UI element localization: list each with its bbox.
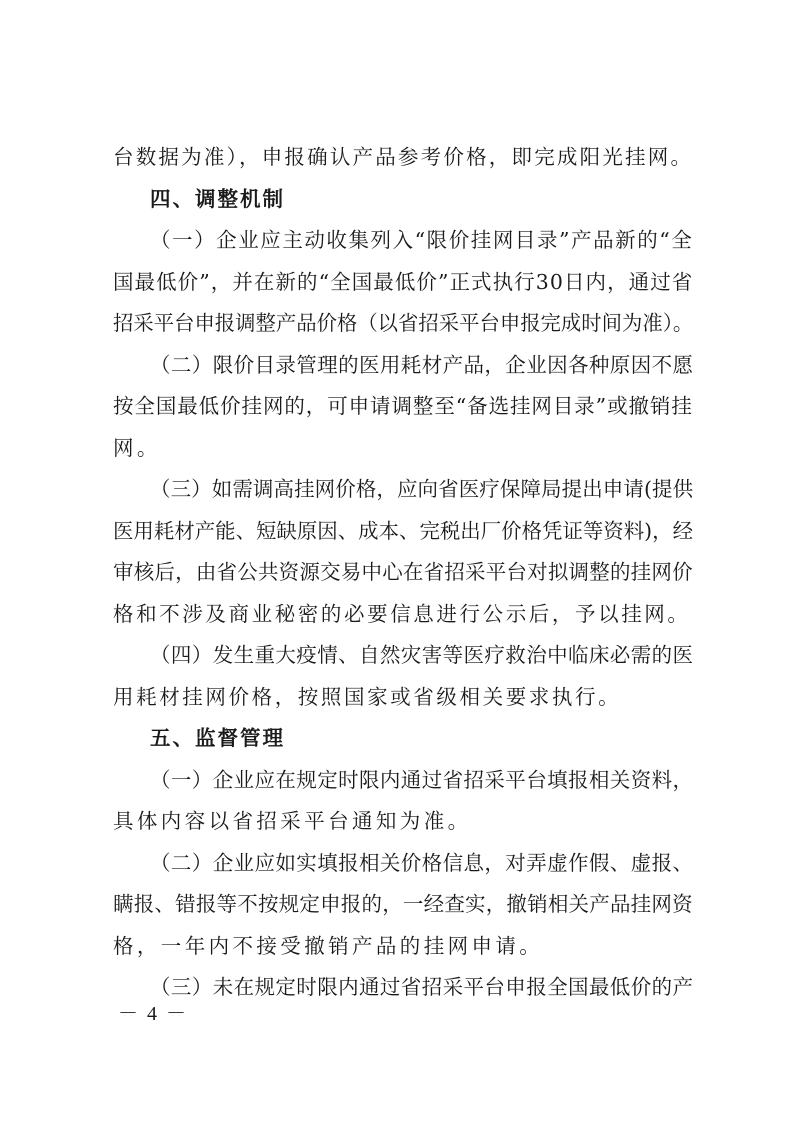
text-line: 具体内容以省招采平台通知为准。: [113, 809, 472, 833]
text-line: （三）如需调高挂网价格，应向省医疗保障局提出申请(提供: [150, 477, 694, 501]
text-line: 格和不涉及商业秘密的必要信息进行公示后，予以挂网。: [113, 602, 691, 626]
text-line: 用耗材挂网价格，按照国家或省级相关要求执行。: [113, 685, 622, 709]
text-line: 按全国最低价挂网的，可申请调整至“备选挂网目录”或撤销挂: [113, 394, 693, 418]
text-line: （三）未在规定时限内通过省招采平台申报全国最低价的产: [150, 975, 694, 999]
text-line: 审核后，由省公共资源交易中心在省招采平台对拟调整的挂网价: [113, 560, 693, 584]
section-heading-adjustment: 四、调整机制: [150, 187, 285, 211]
text-line: （一）企业应在规定时限内通过省招采平台填报相关资料，: [150, 768, 694, 792]
text-line: 台数据为准），申报确认产品参考价格，即完成阳光挂网。: [113, 145, 694, 169]
page-number: － 4 －: [118, 1003, 188, 1025]
text-line: 医用耗材产能、短缺原因、成本、完税出厂价格凭证等资料)，经: [113, 519, 693, 543]
section-heading-supervision: 五、监督管理: [150, 726, 285, 750]
text-line: 招采平台申报调整产品价格（以省招采平台申报完成时间为准）。: [113, 311, 694, 335]
text-line: 网。: [113, 436, 161, 460]
text-line: 国最低价”，并在新的“全国最低价”正式执行30日内，通过省: [113, 270, 694, 294]
text-line: 格，一年内不接受撤销产品的挂网申请。: [113, 934, 544, 958]
text-line: （二）限价目录管理的医用耗材产品，企业因各种原因不愿: [150, 353, 694, 377]
text-line: 瞒报、错报等不按规定申报的，一经查实，撤销相关产品挂网资: [113, 892, 693, 916]
text-line: （二）企业应如实填报相关价格信息，对弄虚作假、虚报、: [150, 851, 694, 875]
text-line: （一）企业应主动收集列入“限价挂网目录”产品新的“全: [150, 228, 694, 252]
text-line: （四）发生重大疫情、自然灾害等医疗救治中临床必需的医: [150, 643, 694, 667]
